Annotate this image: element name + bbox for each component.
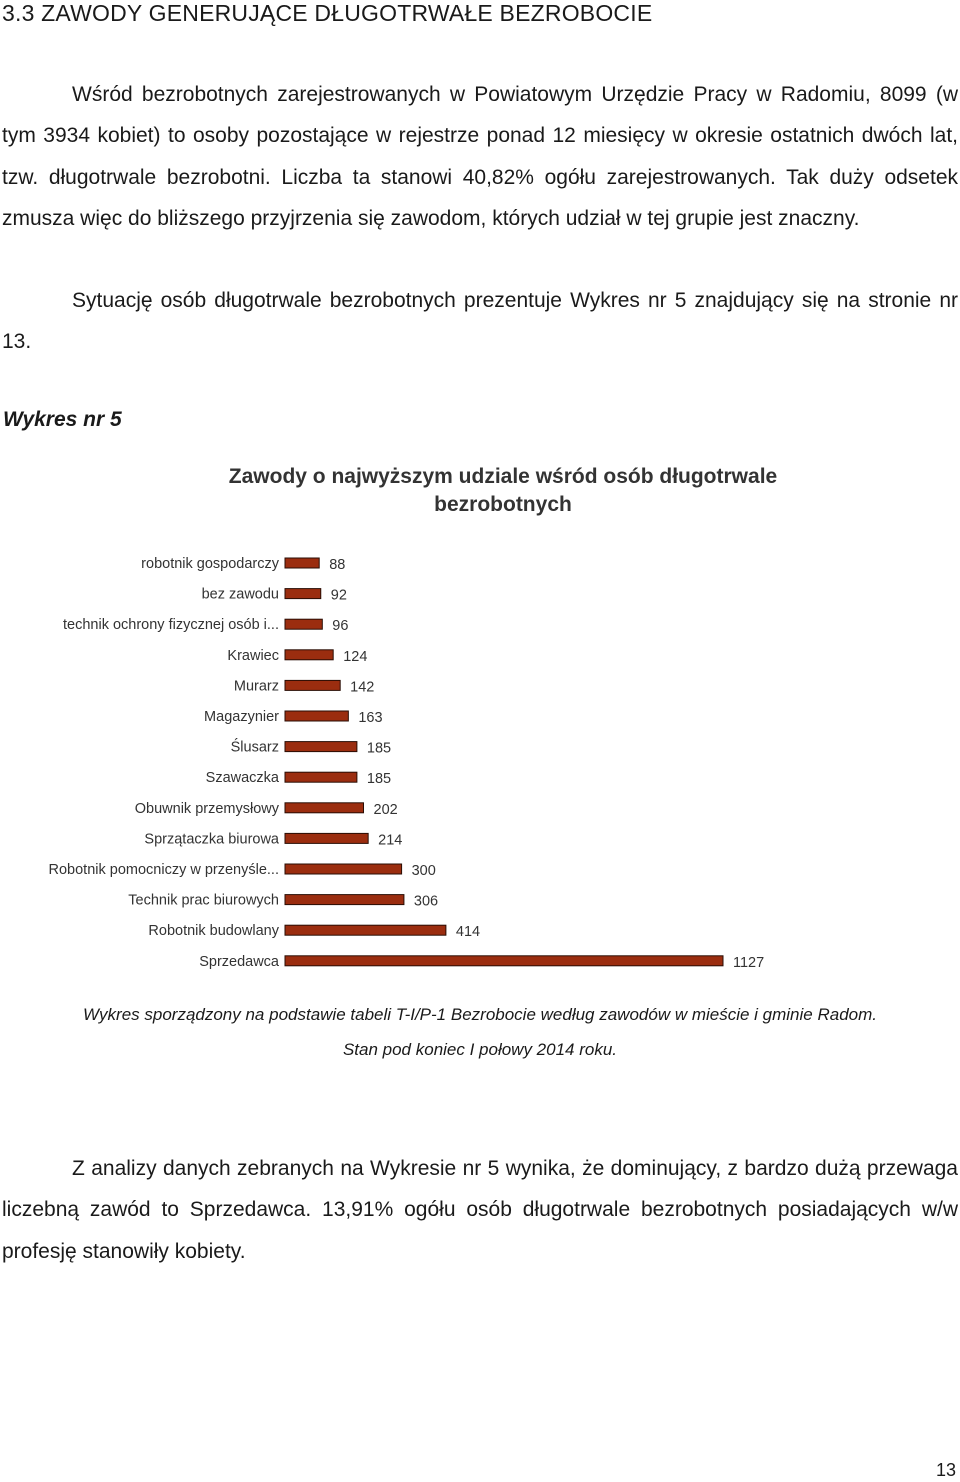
paragraph-analysis (2, 1148, 958, 1272)
category-label: technik ochrony fizycznej osób i... (63, 617, 279, 634)
chart-title-line1: Zawody o najwyższym udziale wśród osób długotrwale (228, 465, 778, 488)
bar (285, 864, 402, 874)
paragraph-analysis-text: Z analizy danych zebranych na Wykresie nr 5 wynika, że dominujący, z bardzo dużą przewaga liczebną zawód to Sprzedawca. 13,91% ogółu osób długotrwale bezrobotnych posiadających w/w profesję stanowiły kobiety. (2, 1157, 958, 1263)
bar (285, 803, 364, 813)
category-label: Magazynier (204, 709, 279, 725)
category-label: Robotnik budowlany (148, 923, 279, 940)
category-label: Technik prac biurowych (128, 892, 279, 909)
data-label: 163 (358, 710, 383, 726)
category-label: Szawaczka (205, 770, 279, 787)
data-label: 214 (378, 832, 403, 849)
data-label: 414 (455, 924, 481, 941)
data-label: 1127 (733, 954, 765, 971)
paragraph-intro-text: Wśród bezrobotnych zarejestrowanych w Powiatowym Urzędzie Pracy w Radomiu, 8099 (w tym 3934 kobiet) to osoby pozostające w rejestrze ponad 12 miesięcy w okresie ostatnich dwóch lat, tzw. długotrwale bezrobotni. Liczba ta stanowi 40,82% ogółu zarejestrowanych. Tak duży odsetek zmusza więc do bliższego przyjrzenia się zawodom, których udział w tej grupie jest znaczny. (2, 83, 958, 230)
data-label: 202 (373, 801, 398, 818)
category-label: bez zawodu (201, 586, 279, 603)
category-label: Ślusarz (230, 739, 279, 756)
bar (285, 711, 348, 721)
category-label: robotnik gospodarczy (141, 556, 279, 572)
data-label: 185 (366, 771, 392, 788)
category-label: Sprzedawca (199, 953, 279, 970)
bar (285, 833, 368, 843)
figure-caption-date: Stan pod koniec I połowy 2014 roku. (342, 1040, 618, 1059)
paragraph-chart-reference (2, 280, 958, 363)
bar-chart (20, 455, 800, 985)
data-label: 92 (330, 587, 347, 604)
bar (285, 925, 446, 935)
data-label: 142 (350, 679, 375, 696)
bar (285, 742, 357, 752)
category-label: Robotnik pomocniczy w przenyśle... (48, 862, 279, 878)
bar (285, 650, 333, 660)
paragraph-chart-reference-text: Sytuację osób długotrwale bezrobotnych prezentuje Wykres nr 5 znajdujący się na stronie nr 13. (2, 289, 958, 354)
bar (285, 558, 319, 568)
page-number: 13 (935, 1460, 956, 1480)
chart-title-line2: bezrobotnych (434, 493, 572, 516)
data-label: 96 (332, 618, 349, 635)
chart-bars (49, 556, 765, 971)
bar (285, 589, 321, 599)
data-label: 300 (411, 863, 436, 879)
section-heading: 3.3 ZAWODY GENERUJĄCE DŁUGOTRWAŁE BEZROBOCIE (2, 0, 653, 26)
data-label: 88 (329, 557, 346, 573)
bar (285, 680, 340, 690)
bar (285, 772, 357, 782)
figure-label: Wykres nr 5 (3, 408, 122, 431)
category-label: Sprzątaczka biurowa (144, 831, 279, 848)
bar (285, 895, 404, 905)
category-label: Obuwnik przemysłowy (134, 800, 279, 817)
data-label: 124 (343, 648, 368, 665)
bar (285, 619, 322, 629)
data-label: 185 (366, 740, 392, 757)
figure-caption: Wykres sporządzony na podstawie tabeli T-I/P-1 Bezrobocie według zawodów w mieście i gminie Radom. (82, 1005, 877, 1024)
paragraph-intro (2, 74, 958, 239)
category-label: Krawiec (227, 647, 279, 664)
bar (285, 956, 723, 966)
data-label: 306 (413, 893, 439, 910)
category-label: Murarz (233, 678, 279, 695)
